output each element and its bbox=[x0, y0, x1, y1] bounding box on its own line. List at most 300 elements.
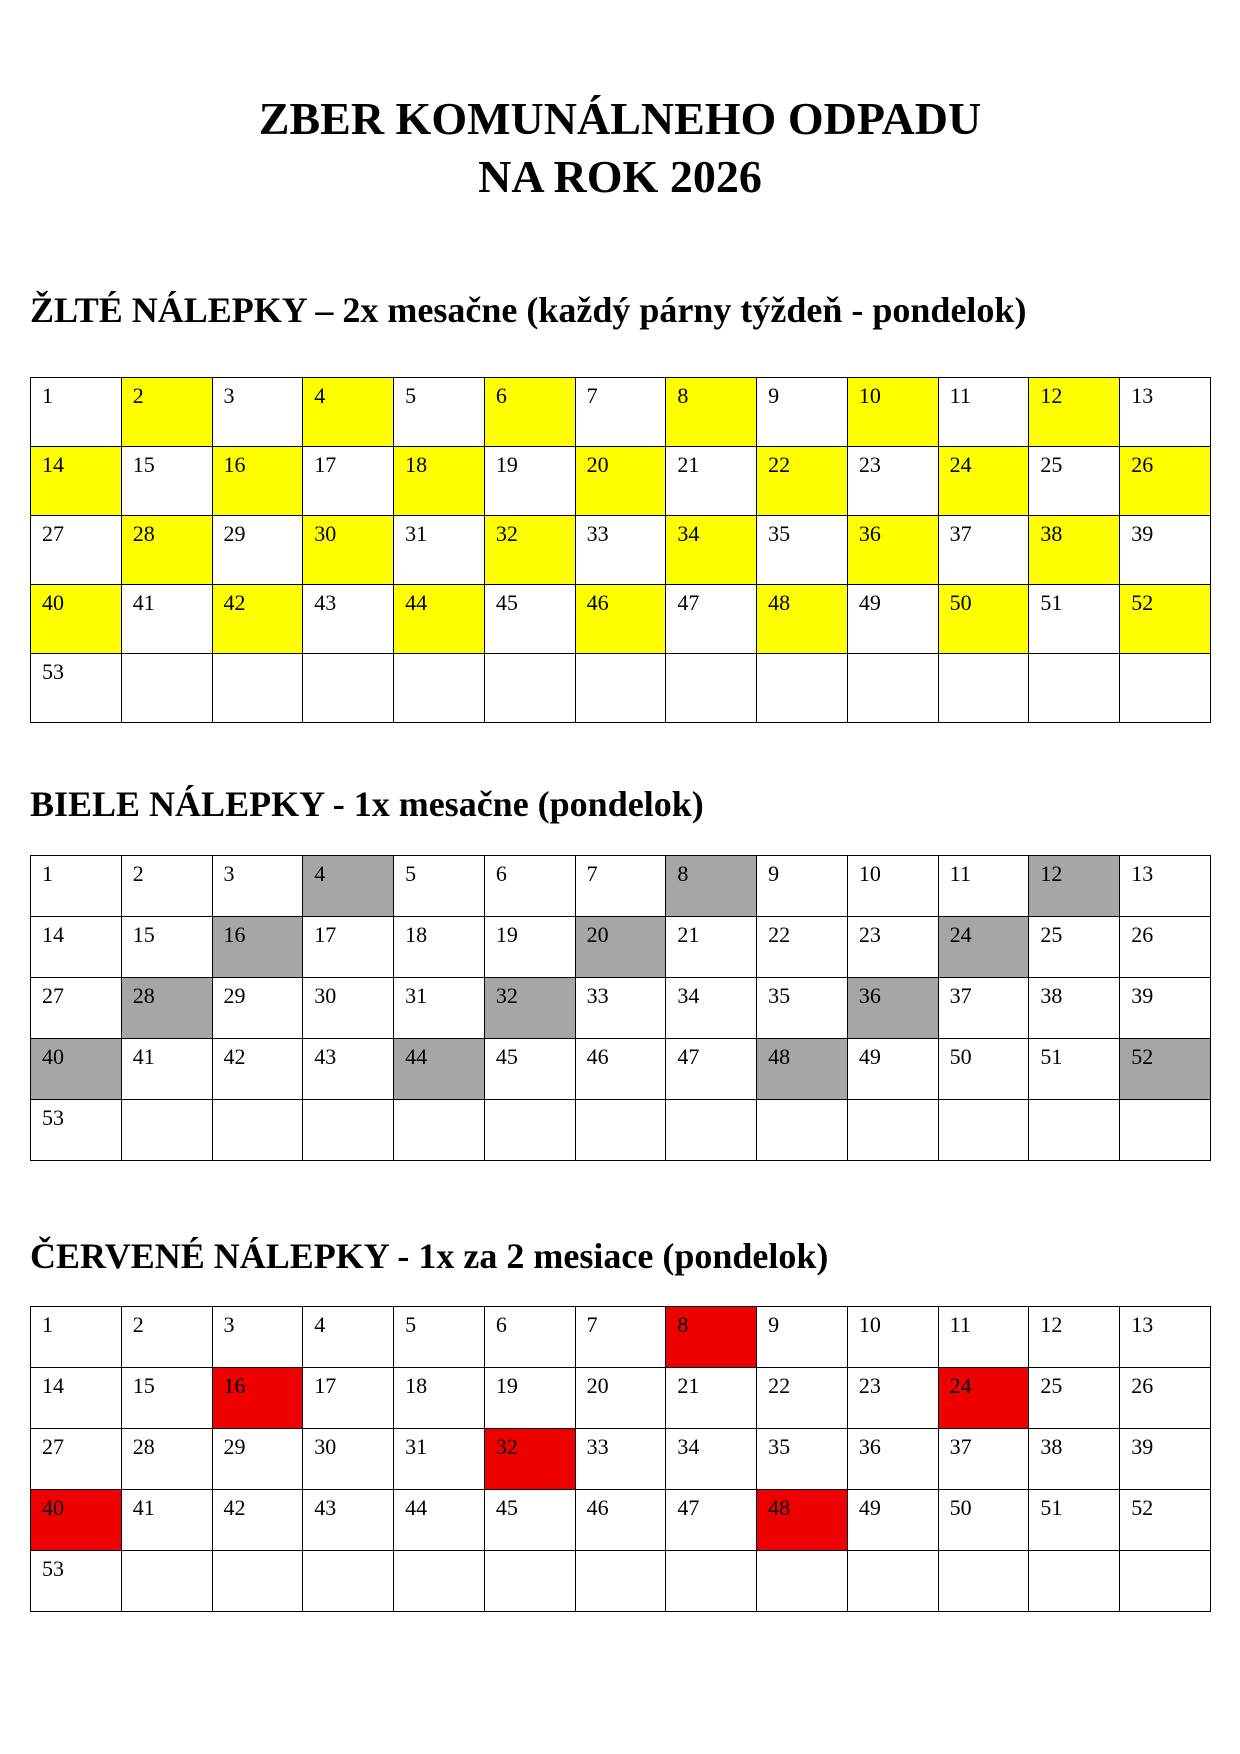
week-number: 38 bbox=[1040, 521, 1063, 546]
week-number: 53 bbox=[42, 1105, 64, 1130]
week-cell bbox=[1029, 1368, 1120, 1429]
week-number: 25 bbox=[1040, 1373, 1063, 1398]
week-cell bbox=[757, 917, 848, 978]
week-number: 51 bbox=[1040, 590, 1063, 615]
week-number: 31 bbox=[405, 1434, 428, 1459]
week-cell bbox=[1120, 516, 1211, 585]
week-number: 35 bbox=[768, 521, 791, 546]
week-cell bbox=[575, 1039, 666, 1100]
week-number: 16 bbox=[223, 1373, 246, 1398]
week-number: 12 bbox=[1040, 1312, 1063, 1337]
week-cell bbox=[1120, 978, 1211, 1039]
week-cell bbox=[847, 447, 938, 516]
week-cell bbox=[575, 378, 666, 447]
week-number: 37 bbox=[949, 521, 972, 546]
empty-cell bbox=[666, 654, 757, 723]
week-cell bbox=[575, 516, 666, 585]
week-cell bbox=[484, 1039, 575, 1100]
week-cell bbox=[31, 978, 122, 1039]
empty-cell bbox=[847, 654, 938, 723]
week-number: 26 bbox=[1131, 1373, 1154, 1398]
week-cell bbox=[938, 378, 1029, 447]
empty-cell bbox=[757, 1551, 848, 1612]
empty-cell bbox=[212, 1551, 303, 1612]
empty-cell bbox=[121, 654, 212, 723]
week-number: 47 bbox=[677, 1044, 700, 1069]
week-cell bbox=[847, 917, 938, 978]
week-number: 28 bbox=[132, 983, 155, 1008]
empty-cell bbox=[666, 1551, 757, 1612]
week-number: 24 bbox=[949, 1373, 972, 1398]
week-number: 11 bbox=[949, 1312, 971, 1337]
week-cell bbox=[938, 1490, 1029, 1551]
week-cell bbox=[938, 978, 1029, 1039]
week-number: 5 bbox=[405, 861, 417, 886]
week-number: 43 bbox=[314, 1495, 337, 1520]
week-number: 52 bbox=[1131, 1044, 1154, 1069]
week-row bbox=[31, 917, 1211, 978]
week-cell bbox=[757, 378, 848, 447]
week-cell-collection bbox=[1029, 516, 1120, 585]
week-cell-collection bbox=[394, 447, 485, 516]
week-number: 32 bbox=[495, 521, 518, 546]
week-cell bbox=[938, 1429, 1029, 1490]
week-cell bbox=[303, 1490, 394, 1551]
empty-cell bbox=[938, 654, 1029, 723]
empty-cell bbox=[484, 654, 575, 723]
week-number: 18 bbox=[405, 452, 428, 477]
week-number: 44 bbox=[405, 1495, 428, 1520]
week-cell bbox=[575, 1307, 666, 1368]
week-number: 21 bbox=[677, 922, 700, 947]
week-number: 53 bbox=[42, 1556, 64, 1581]
week-cell-collection bbox=[121, 378, 212, 447]
week-cell bbox=[303, 1429, 394, 1490]
week-number: 44 bbox=[405, 590, 428, 615]
week-number: 50 bbox=[949, 1495, 972, 1520]
week-number: 45 bbox=[495, 1495, 518, 1520]
week-number: 11 bbox=[949, 861, 971, 886]
week-number: 29 bbox=[223, 1434, 246, 1459]
week-cell bbox=[938, 516, 1029, 585]
week-number: 5 bbox=[405, 383, 417, 408]
empty-cell bbox=[938, 1100, 1029, 1161]
week-number: 23 bbox=[858, 452, 881, 477]
week-cell bbox=[31, 1307, 122, 1368]
week-cell-collection bbox=[847, 378, 938, 447]
week-cell bbox=[121, 585, 212, 654]
week-number: 36 bbox=[858, 521, 881, 546]
week-number: 28 bbox=[132, 1434, 155, 1459]
week-cell bbox=[303, 447, 394, 516]
week-row bbox=[31, 378, 1211, 447]
week-cell bbox=[757, 856, 848, 917]
week-cell bbox=[31, 1368, 122, 1429]
week-cell-collection bbox=[484, 978, 575, 1039]
empty-cell bbox=[1120, 1551, 1211, 1612]
week-number: 8 bbox=[677, 383, 689, 408]
week-number: 32 bbox=[495, 983, 518, 1008]
week-cell-collection bbox=[484, 1429, 575, 1490]
week-cell bbox=[757, 1368, 848, 1429]
week-cell bbox=[938, 1039, 1029, 1100]
week-cell bbox=[121, 1490, 212, 1551]
week-number: 43 bbox=[314, 590, 337, 615]
week-cell bbox=[31, 1100, 122, 1161]
week-cell bbox=[1029, 447, 1120, 516]
week-number: 34 bbox=[677, 521, 700, 546]
week-number: 1 bbox=[42, 1312, 53, 1337]
week-number: 1 bbox=[42, 383, 53, 408]
week-cell-collection bbox=[757, 447, 848, 516]
empty-cell bbox=[394, 1551, 485, 1612]
week-number: 39 bbox=[1131, 1434, 1154, 1459]
week-number: 10 bbox=[858, 1312, 881, 1337]
week-cell bbox=[212, 1429, 303, 1490]
week-cell-collection bbox=[938, 585, 1029, 654]
week-number: 23 bbox=[858, 1373, 881, 1398]
week-number: 16 bbox=[223, 452, 246, 477]
empty-cell bbox=[575, 1100, 666, 1161]
week-cell-collection bbox=[303, 378, 394, 447]
week-table-red-stickers bbox=[30, 1306, 1211, 1612]
week-number: 17 bbox=[314, 922, 337, 947]
empty-cell bbox=[303, 1551, 394, 1612]
week-number: 50 bbox=[949, 1044, 972, 1069]
week-cell bbox=[303, 1307, 394, 1368]
week-number: 20 bbox=[586, 1373, 609, 1398]
week-cell-collection bbox=[938, 447, 1029, 516]
week-row bbox=[31, 1307, 1211, 1368]
week-number: 12 bbox=[1040, 861, 1063, 886]
week-cell bbox=[31, 917, 122, 978]
week-cell bbox=[666, 917, 757, 978]
week-cell bbox=[575, 856, 666, 917]
week-number: 18 bbox=[405, 1373, 428, 1398]
week-number: 19 bbox=[495, 452, 518, 477]
week-cell bbox=[484, 856, 575, 917]
week-number: 20 bbox=[586, 452, 609, 477]
week-row bbox=[31, 516, 1211, 585]
week-number: 10 bbox=[858, 861, 881, 886]
week-cell bbox=[394, 516, 485, 585]
week-number: 15 bbox=[132, 922, 155, 947]
week-cell bbox=[394, 917, 485, 978]
week-cell bbox=[31, 1551, 122, 1612]
week-cell bbox=[1029, 1307, 1120, 1368]
week-cell bbox=[666, 585, 757, 654]
week-number: 45 bbox=[495, 1044, 518, 1069]
week-number: 6 bbox=[495, 383, 507, 408]
week-cell bbox=[666, 1039, 757, 1100]
week-number: 29 bbox=[223, 521, 246, 546]
week-number: 50 bbox=[949, 590, 972, 615]
week-cell-collection bbox=[1120, 1039, 1211, 1100]
week-number: 22 bbox=[768, 1373, 791, 1398]
empty-cell bbox=[1029, 1551, 1120, 1612]
week-number: 43 bbox=[314, 1044, 337, 1069]
week-cell-collection bbox=[212, 447, 303, 516]
week-number: 35 bbox=[768, 1434, 791, 1459]
week-number: 16 bbox=[223, 922, 246, 947]
week-number: 41 bbox=[132, 590, 155, 615]
empty-cell bbox=[394, 654, 485, 723]
week-cell-collection bbox=[212, 917, 303, 978]
week-cell-collection bbox=[212, 1368, 303, 1429]
week-cell bbox=[303, 917, 394, 978]
week-cell-collection bbox=[121, 978, 212, 1039]
week-cell-collection bbox=[31, 585, 122, 654]
week-cell bbox=[1120, 917, 1211, 978]
week-cell-collection bbox=[666, 378, 757, 447]
week-row bbox=[31, 1368, 1211, 1429]
week-number: 2 bbox=[132, 861, 144, 886]
week-cell bbox=[394, 1429, 485, 1490]
week-number: 46 bbox=[586, 590, 609, 615]
week-cell-collection bbox=[484, 516, 575, 585]
week-number: 17 bbox=[314, 452, 337, 477]
week-number: 18 bbox=[405, 922, 428, 947]
empty-cell bbox=[1120, 654, 1211, 723]
week-number: 36 bbox=[858, 1434, 881, 1459]
week-number: 8 bbox=[677, 861, 689, 886]
week-cell bbox=[394, 1490, 485, 1551]
week-number: 30 bbox=[314, 983, 337, 1008]
week-number: 53 bbox=[42, 659, 64, 684]
week-cell bbox=[938, 856, 1029, 917]
week-cell bbox=[212, 1490, 303, 1551]
week-number: 10 bbox=[858, 383, 881, 408]
week-number: 42 bbox=[223, 590, 246, 615]
week-cell-collection bbox=[121, 516, 212, 585]
section-heading-red-stickers: ČERVENÉ NÁLEPKY - 1x za 2 mesiace (pondelok) bbox=[30, 1236, 829, 1276]
week-number: 27 bbox=[42, 1434, 64, 1459]
week-cell-collection bbox=[484, 378, 575, 447]
week-cell bbox=[1029, 1429, 1120, 1490]
week-number: 4 bbox=[314, 861, 326, 886]
section-heading-white-stickers: BIELE NÁLEPKY - 1x mesačne (pondelok) bbox=[30, 784, 704, 824]
week-number: 41 bbox=[132, 1495, 155, 1520]
week-number: 47 bbox=[677, 1495, 700, 1520]
week-cell bbox=[847, 585, 938, 654]
week-number: 3 bbox=[223, 861, 235, 886]
week-cell bbox=[484, 1490, 575, 1551]
week-cell bbox=[757, 978, 848, 1039]
week-cell bbox=[847, 1429, 938, 1490]
empty-cell bbox=[303, 654, 394, 723]
week-cell bbox=[1029, 917, 1120, 978]
week-number: 1 bbox=[42, 861, 53, 886]
empty-cell bbox=[575, 1551, 666, 1612]
week-number: 49 bbox=[858, 1044, 881, 1069]
week-cell-collection bbox=[847, 978, 938, 1039]
week-number: 25 bbox=[1040, 922, 1063, 947]
week-cell bbox=[212, 516, 303, 585]
week-cell bbox=[31, 516, 122, 585]
week-cell bbox=[121, 1368, 212, 1429]
week-cell bbox=[394, 856, 485, 917]
week-number: 32 bbox=[495, 1434, 518, 1459]
week-cell bbox=[847, 1307, 938, 1368]
empty-cell bbox=[484, 1551, 575, 1612]
week-cell bbox=[1120, 1307, 1211, 1368]
week-number: 13 bbox=[1131, 1312, 1154, 1337]
week-number: 37 bbox=[949, 1434, 972, 1459]
week-number: 13 bbox=[1131, 861, 1154, 886]
week-number: 46 bbox=[586, 1495, 609, 1520]
empty-cell bbox=[1029, 1100, 1120, 1161]
week-number: 27 bbox=[42, 983, 64, 1008]
week-number: 40 bbox=[42, 1044, 64, 1069]
week-number: 42 bbox=[223, 1495, 246, 1520]
week-number: 4 bbox=[314, 383, 326, 408]
week-cell bbox=[121, 447, 212, 516]
week-cell bbox=[394, 978, 485, 1039]
week-number: 40 bbox=[42, 1495, 64, 1520]
week-cell bbox=[847, 1368, 938, 1429]
week-cell bbox=[757, 1429, 848, 1490]
week-cell bbox=[212, 378, 303, 447]
week-cell bbox=[31, 856, 122, 917]
week-cell bbox=[575, 1490, 666, 1551]
empty-cell bbox=[847, 1551, 938, 1612]
week-cell-collection bbox=[1120, 447, 1211, 516]
empty-cell bbox=[484, 1100, 575, 1161]
week-cell-collection bbox=[757, 585, 848, 654]
week-cell bbox=[121, 856, 212, 917]
week-number: 5 bbox=[405, 1312, 417, 1337]
week-cell bbox=[484, 1307, 575, 1368]
week-number: 2 bbox=[132, 383, 144, 408]
week-number: 45 bbox=[495, 590, 518, 615]
week-number: 46 bbox=[586, 1044, 609, 1069]
week-row bbox=[31, 1429, 1211, 1490]
page-title-line-2: NA ROK 2026 bbox=[478, 151, 762, 202]
week-number: 15 bbox=[132, 452, 155, 477]
week-number: 14 bbox=[42, 922, 64, 947]
week-number: 36 bbox=[858, 983, 881, 1008]
page-title-line-1: ZBER KOMUNÁLNEHO ODPADU bbox=[258, 93, 982, 144]
week-cell bbox=[1120, 1429, 1211, 1490]
week-number: 39 bbox=[1131, 521, 1154, 546]
week-number: 19 bbox=[495, 922, 518, 947]
week-cell-collection bbox=[575, 447, 666, 516]
week-row bbox=[31, 585, 1211, 654]
week-cell bbox=[484, 447, 575, 516]
week-cell-collection bbox=[666, 856, 757, 917]
empty-cell bbox=[394, 1100, 485, 1161]
week-number: 47 bbox=[677, 590, 700, 615]
week-number: 37 bbox=[949, 983, 972, 1008]
week-number: 38 bbox=[1040, 983, 1063, 1008]
week-number: 19 bbox=[495, 1373, 518, 1398]
week-cell bbox=[212, 1039, 303, 1100]
week-row bbox=[31, 1100, 1211, 1161]
week-cell bbox=[666, 978, 757, 1039]
week-cell-collection bbox=[847, 516, 938, 585]
week-cell-collection bbox=[938, 917, 1029, 978]
week-cell-collection bbox=[303, 856, 394, 917]
week-cell bbox=[1029, 978, 1120, 1039]
week-cell bbox=[303, 585, 394, 654]
empty-cell bbox=[847, 1100, 938, 1161]
week-table-white-stickers bbox=[30, 855, 1211, 1161]
week-number: 7 bbox=[586, 383, 598, 408]
week-number: 40 bbox=[42, 590, 64, 615]
empty-cell bbox=[212, 1100, 303, 1161]
week-cell bbox=[666, 447, 757, 516]
week-number: 22 bbox=[768, 452, 791, 477]
week-number: 7 bbox=[586, 1312, 598, 1337]
week-cell-collection bbox=[31, 1490, 122, 1551]
week-number: 13 bbox=[1131, 383, 1154, 408]
week-cell bbox=[484, 917, 575, 978]
week-cell-collection bbox=[757, 1490, 848, 1551]
week-number: 21 bbox=[677, 1373, 700, 1398]
week-cell bbox=[484, 585, 575, 654]
week-number: 27 bbox=[42, 521, 64, 546]
week-cell-collection bbox=[31, 1039, 122, 1100]
week-cell bbox=[1120, 1490, 1211, 1551]
week-number: 48 bbox=[768, 1044, 791, 1069]
week-number: 33 bbox=[586, 983, 609, 1008]
empty-cell bbox=[757, 654, 848, 723]
empty-cell bbox=[121, 1551, 212, 1612]
week-cell bbox=[121, 1307, 212, 1368]
week-cell-collection bbox=[575, 917, 666, 978]
week-number: 26 bbox=[1131, 452, 1154, 477]
week-cell-collection bbox=[1029, 378, 1120, 447]
week-number: 52 bbox=[1131, 590, 1154, 615]
week-cell-collection bbox=[394, 1039, 485, 1100]
week-number: 41 bbox=[132, 1044, 155, 1069]
week-cell bbox=[666, 1429, 757, 1490]
empty-cell bbox=[212, 654, 303, 723]
week-number: 30 bbox=[314, 1434, 337, 1459]
week-cell bbox=[1120, 856, 1211, 917]
week-cell bbox=[121, 1429, 212, 1490]
week-number: 24 bbox=[949, 922, 972, 947]
week-row bbox=[31, 447, 1211, 516]
week-number: 30 bbox=[314, 521, 337, 546]
week-cell-collection bbox=[394, 585, 485, 654]
empty-cell bbox=[575, 654, 666, 723]
week-number: 33 bbox=[586, 1434, 609, 1459]
week-number: 26 bbox=[1131, 922, 1154, 947]
empty-cell bbox=[121, 1100, 212, 1161]
week-cell bbox=[1029, 1039, 1120, 1100]
week-row bbox=[31, 978, 1211, 1039]
week-number: 34 bbox=[677, 1434, 700, 1459]
week-table-yellow-stickers bbox=[30, 377, 1211, 723]
week-cell bbox=[212, 1307, 303, 1368]
week-number: 4 bbox=[314, 1312, 326, 1337]
week-number: 3 bbox=[223, 383, 235, 408]
week-number: 9 bbox=[768, 1312, 780, 1337]
week-number: 35 bbox=[768, 983, 791, 1008]
week-number: 17 bbox=[314, 1373, 337, 1398]
week-cell-collection bbox=[666, 1307, 757, 1368]
week-cell bbox=[212, 978, 303, 1039]
week-number: 20 bbox=[586, 922, 609, 947]
week-cell bbox=[1120, 1368, 1211, 1429]
week-cell-collection bbox=[757, 1039, 848, 1100]
week-cell bbox=[1029, 585, 1120, 654]
week-cell bbox=[847, 1039, 938, 1100]
week-cell bbox=[121, 917, 212, 978]
week-cell bbox=[303, 978, 394, 1039]
empty-cell bbox=[303, 1100, 394, 1161]
